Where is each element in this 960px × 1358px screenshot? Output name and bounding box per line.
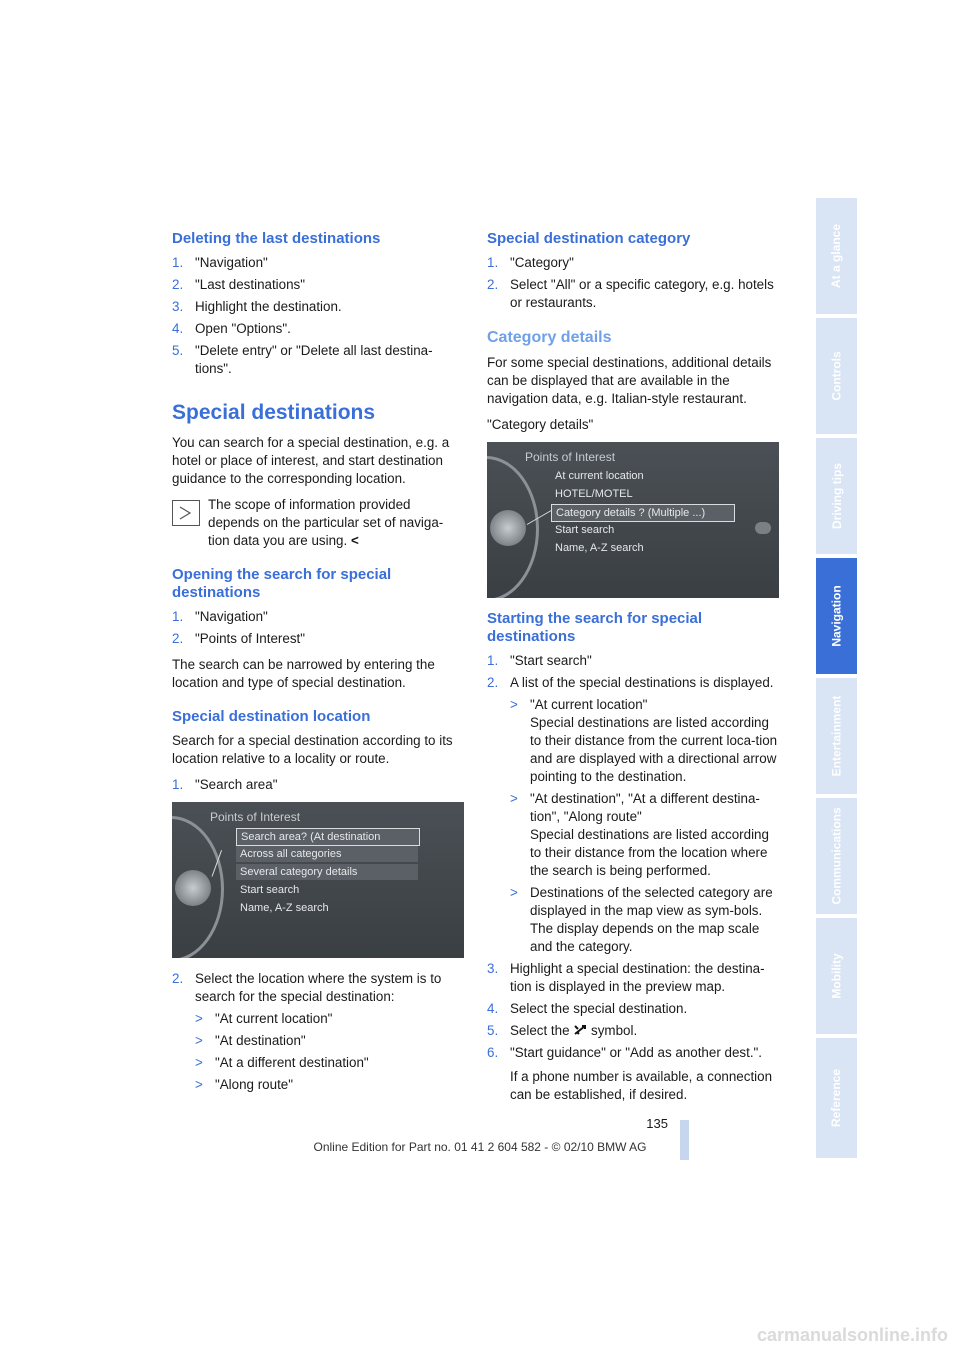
controller-knob-icon	[175, 870, 211, 906]
side-tab-controls[interactable]: Controls	[816, 318, 857, 434]
list-item: 3. Highlight a special destination: the destina-tion is displayed in the preview map.	[487, 961, 765, 994]
steps-location-1	[172, 776, 464, 794]
list-item: > "At destination"	[195, 1033, 306, 1048]
screenshot-category-details	[487, 442, 779, 598]
watermark: carmanualsonline.info	[756, 1325, 948, 1345]
side-tab-navigation[interactable]: Navigation	[816, 558, 857, 674]
screenshot-search-area	[172, 802, 464, 958]
heading-special-destination-category: Special destination category	[487, 230, 691, 247]
screen-item: Name, A-Z search	[555, 542, 644, 554]
note-block: The scope of information provided depends on the particular set of naviga-tion data you are using. <	[172, 496, 464, 550]
screen-item: HOTEL/MOTEL	[555, 488, 633, 500]
end-mark: <	[350, 533, 359, 548]
screen-title: Points of Interest	[525, 450, 616, 464]
screen-item: Name, A-Z search	[240, 902, 329, 914]
heading-deleting-last-destinations: Deleting the last destinations	[172, 230, 381, 247]
list-item: 1. "Navigation"	[172, 255, 268, 270]
list-item: 1. "Start search"	[487, 653, 592, 668]
location-text: Search for a special destination according to its location relative to a locality or route.	[172, 733, 453, 766]
note-arrow-icon	[172, 500, 200, 526]
list-item: 3. Highlight the destination.	[172, 299, 342, 314]
screen-item: Start search	[555, 524, 615, 536]
side-tab-driving-tips[interactable]: Driving tips	[816, 438, 857, 554]
controller-knob-icon	[490, 510, 526, 546]
list-item: 1. "Search area"	[172, 777, 278, 792]
category-details-text: For some special destinations, additional details can be displayed that are available in the navigation data, e.g. Italian-style restaurant.	[487, 355, 772, 406]
steps-location-2	[172, 970, 464, 1094]
location-options	[195, 1010, 464, 1094]
phone-note: If a phone number is available, a connection can be established, if desired.	[510, 1069, 773, 1102]
steps-deleting	[172, 254, 464, 378]
heading-starting-search: Starting the search for special destinations	[487, 610, 703, 645]
screen-item: Start search	[240, 884, 300, 896]
narrowing-text: The search can be narrowed by entering the location and type of special destination.	[172, 657, 435, 690]
screen-item: Across all categories	[236, 846, 418, 862]
steps-starting	[487, 652, 779, 1062]
list-item: 2. "Last destinations"	[172, 277, 306, 292]
page-number: 135	[646, 1116, 668, 1131]
screen-item: Category details ? (Multiple ...)	[551, 504, 735, 522]
left-column	[172, 230, 464, 1102]
heading-special-destination-location: Special destination location	[172, 708, 371, 725]
heading-opening-search: Opening the search for special destinations	[172, 566, 392, 601]
list-item: 4. Open "Options".	[172, 321, 291, 336]
list-item: > "At current location"	[195, 1011, 333, 1026]
phone-symbol-icon	[573, 1024, 587, 1036]
list-item: 1. "Category"	[487, 255, 574, 270]
list-item: 6. "Start guidance" or "Add as another dest.".	[487, 1045, 763, 1060]
list-item: 4. Select the special destination.	[487, 1001, 688, 1016]
side-tab-communications[interactable]: Communications	[816, 798, 857, 914]
screen-title: Points of Interest	[210, 810, 301, 824]
list-item: > "Along route"	[195, 1077, 293, 1092]
screen-item: Search area? (At destination	[236, 828, 420, 846]
list-item: > "At current location" Special destinations are listed according to their distance from the current loca-tion and are displayed with a directional arrow pointing to the destination.	[510, 697, 778, 784]
list-item: 2. Select "All" or a specific category, e.g. hotels or restaurants.	[487, 277, 774, 310]
list-item: 5. "Delete entry" or "Delete all last destina-tions".	[172, 343, 433, 376]
list-item: 5. Select the symbol.	[487, 1023, 638, 1038]
list-item: > "At a different destination"	[195, 1055, 369, 1070]
screen-item: Several category details	[236, 864, 418, 880]
right-column	[487, 230, 779, 1112]
list-item: 2. A list of the special destinations is displayed. > "At current location" Special destinations are listed according to their distance from the current loca-tion and are displayed with a directional arrow pointing to the destination. > "At destination", "At a different destina-tion", "Along route" Special destinations are listed according to their distance from the location where the search is being performed. > Destinations of the selected category are displayed in the map view as sym-bols. The display depends on the map scale and the category.	[487, 675, 778, 954]
heading-category-details: Category details	[487, 329, 612, 346]
list-item: > Destinations of the selected category are displayed in the map view as sym-bols. The display depends on the map scale and the category.	[510, 885, 773, 954]
screen-item: At current location	[555, 470, 644, 482]
list-item: > "At destination", "At a different destina-tion", "Along route" Special destinations are listed according to their distance from the location where the search is being performed.	[510, 791, 769, 878]
list-item: 2. "Points of Interest"	[172, 631, 305, 646]
screen-right-button-icon	[755, 522, 771, 534]
result-options	[510, 696, 779, 956]
category-details-quote: "Category details"	[487, 417, 594, 432]
list-item: 1. "Navigation"	[172, 609, 268, 624]
side-tab-mobility[interactable]: Mobility	[816, 918, 857, 1034]
footer-text: Online Edition for Part no. 01 41 2 604 582 - © 02/10 BMW AG	[313, 1140, 647, 1154]
steps-opening	[172, 608, 464, 648]
side-tab-reference[interactable]: Reference	[816, 1038, 857, 1158]
list-item: 2. Select the location where the system is to search for the special destination: > "At current location" > "At destination" > "At a different destination" > "Along route"	[172, 970, 464, 1094]
intro-text: You can search for a special destination, e.g. a hotel or place of interest, and start destination guidance to the corresponding location.	[172, 435, 450, 486]
side-tab-entertainment[interactable]: Entertainment	[816, 678, 857, 794]
side-tab-at-a-glance[interactable]: At a glance	[816, 198, 857, 314]
heading-special-destinations: Special destinations	[172, 401, 376, 424]
steps-category	[487, 254, 779, 312]
